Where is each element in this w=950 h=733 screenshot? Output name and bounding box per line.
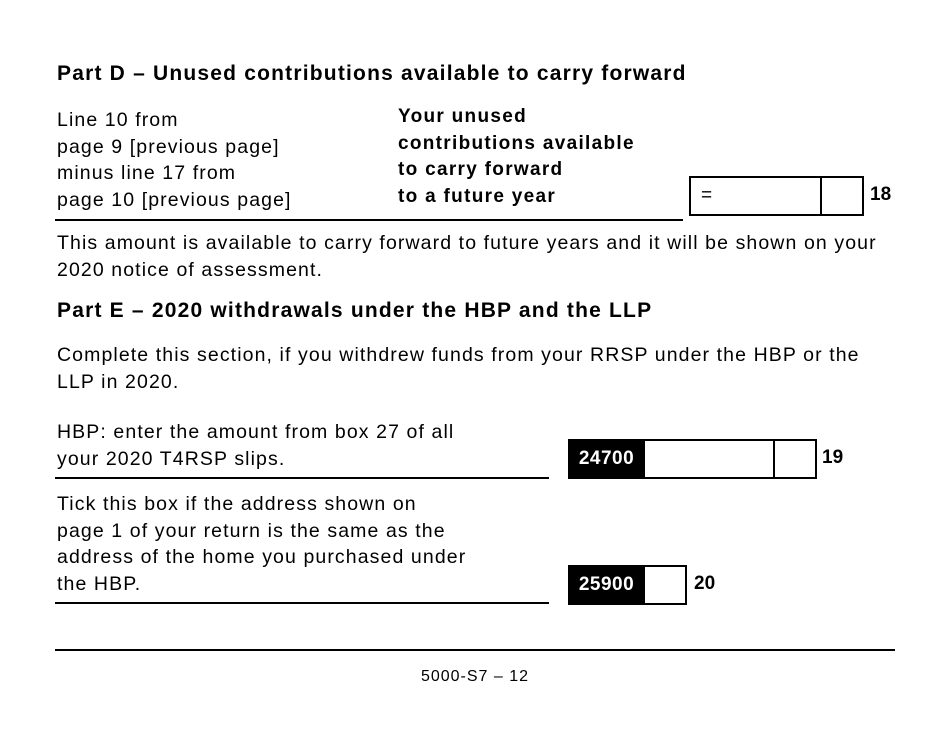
code-24700-label: 24700 [568,439,645,479]
tick-line: address of the home you purchased under [57,546,467,568]
part-d-note: This amount is available to carry forward to future years and it will be shown on your 2020 notice of assessment. [57,232,877,281]
line-number-18: 18 [870,184,892,205]
part-d-result-label [398,104,635,210]
part-d-calc-description [57,107,292,213]
tick-underline [55,602,549,604]
code-25900-label: 25900 [568,565,645,605]
part-d-heading: Part D – Unused contributions available to carry forward [57,62,687,85]
tick-instruction [57,491,466,597]
part-e-heading: Part E – 2020 withdrawals under the HBP and the LLP [57,299,653,322]
page-number: 5000-S7 – 12 [420,668,530,685]
hbp-amount-field[interactable] [568,439,817,479]
address-checkbox-field[interactable] [568,565,687,605]
hbp-line: your 2020 T4RSP slips. [57,447,286,470]
part-e-intro: Complete this section, if you withdrew funds from your RRSP under the HBP or the LLP in 2020. [57,344,860,393]
calc-line: page 9 [previous page] [57,135,280,158]
calc-line: page 10 [previous page] [57,188,292,211]
result-line: contributions available [398,132,635,154]
tick-line: the HBP. [57,572,142,595]
equals-sign: = [701,185,713,206]
calc-line: minus line 17 from [57,162,237,184]
footer-rule [55,649,895,651]
line-number-19: 19 [822,447,844,468]
cents-divider [820,178,822,214]
result-line: to a future year [398,185,557,207]
cents-divider [773,441,775,477]
result-line: Your unused [398,106,528,127]
result-line: to carry forward [398,159,564,180]
line-18-amount-field[interactable] [689,176,864,216]
part-d-underline [55,219,683,221]
tick-line: Tick this box if the address shown on [57,493,417,515]
tick-line: page 1 of your return is the same as the [57,519,446,542]
hbp-underline [55,477,549,479]
line-number-20: 20 [694,573,716,594]
hbp-line: HBP: enter the amount from box 27 of all [57,421,455,443]
calc-line: Line 10 from [57,109,179,131]
hbp-instruction [57,419,454,472]
